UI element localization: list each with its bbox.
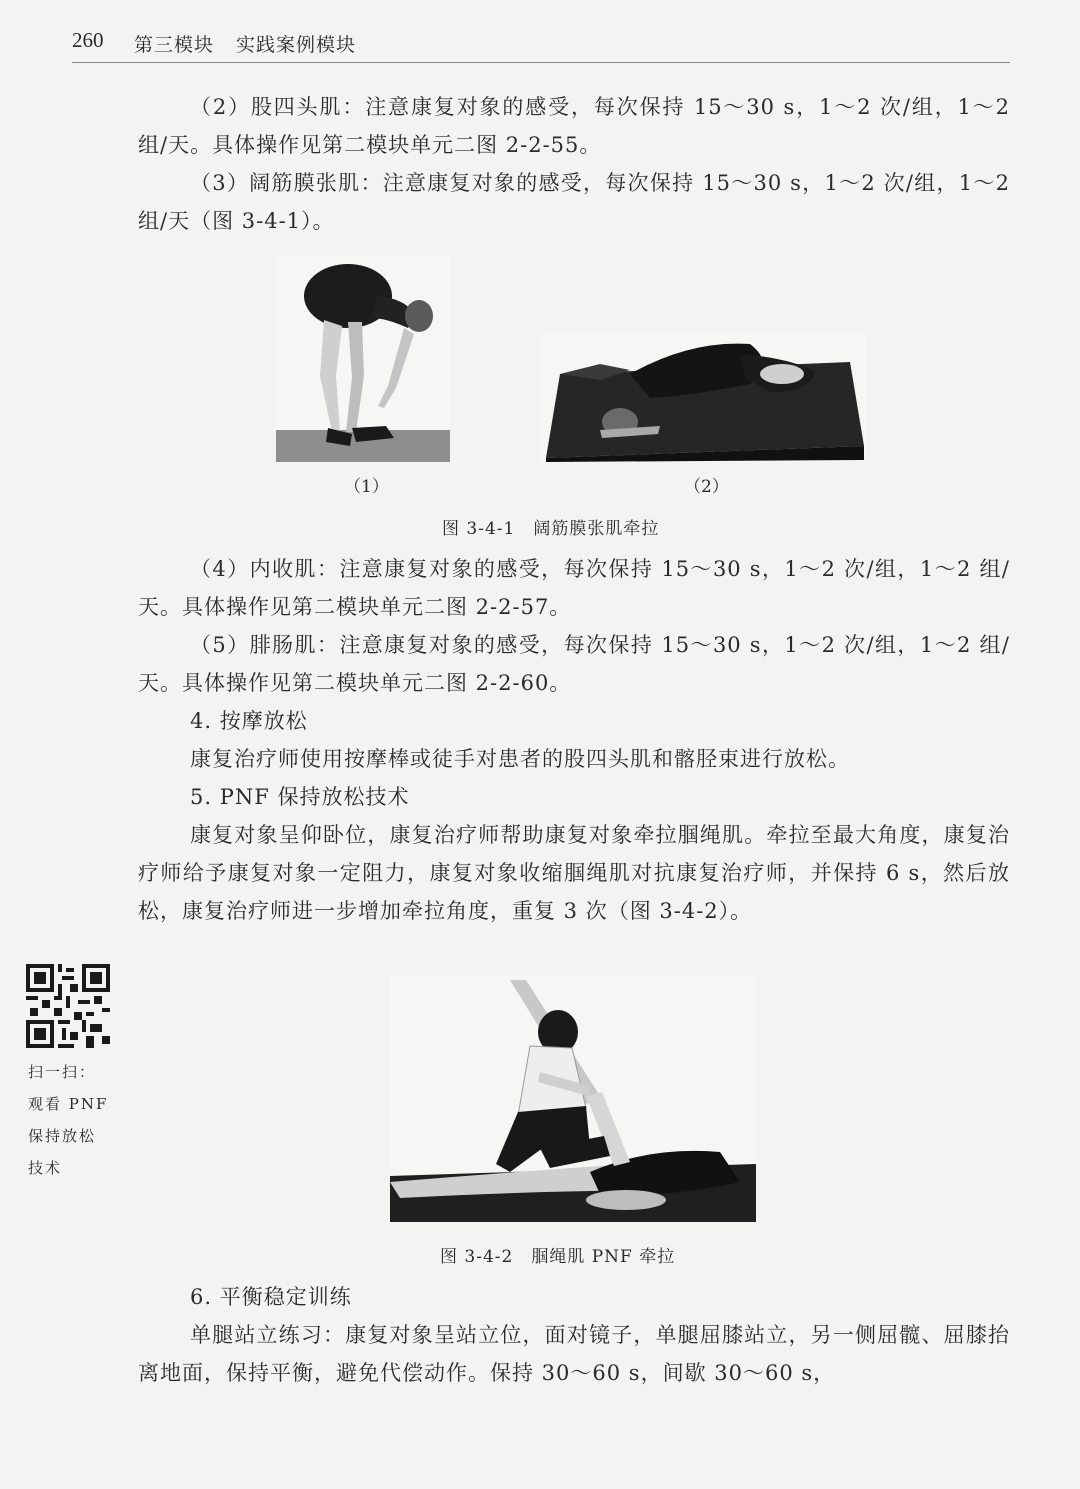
paragraph-adductor: （4）内收肌：注意康复对象的感受，每次保持 15～30 s，1～2 次/组，1～2 组/天。具体操作见第二模块单元二图 2-2-57。 [138,557,1010,619]
running-header [72,26,1010,63]
qr-caption-line: 观看 PNF [28,1095,109,1113]
header-title [134,30,356,57]
paragraph-pnf: 康复对象呈仰卧位，康复治疗师帮助康复对象牵拉腘绳肌。牵拉至最大角度，康复治疗师给予康复对象一定阻力，康复对象收缩腘绳肌对抗康复治疗师，并保持 6 s，然后放松，康复治疗师进一步增加牵拉角度，重复 3 次（图 3-4-2）。 [138,823,1010,923]
figure2-caption: 图 3-4-2 腘绳肌 PNF 牵拉 [440,1247,676,1267]
heading-pnf: 5. PNF 保持放松技术 [190,785,410,809]
qr-code[interactable] [26,964,110,1048]
module-label: 第三模块 [134,34,215,56]
figure1-sub-label-2: （2） [684,477,729,497]
qr-caption-line: 扫一扫： [28,1063,97,1081]
paragraph-gastrocnemius: （5）腓肠肌：注意康复对象的感受，每次保持 15～30 s，1～2 次/组，1～2 组/天。具体操作见第二模块单元二图 2-2-60。 [138,633,1010,695]
paragraph-quadriceps: （2）股四头肌：注意康复对象的感受，每次保持 15～30 s，1～2 次/组，1～2 组/天。具体操作见第二模块单元二图 2-2-55。 [138,95,1010,157]
photo-pnf-hamstring-stretch [390,976,756,1222]
qr-caption [28,1056,128,1184]
heading-massage: 4. 按摩放松 [190,709,308,733]
figure1-caption: 图 3-4-1 阔筋膜张肌牵拉 [442,519,660,539]
paragraph-massage: 康复治疗师使用按摩棒或徒手对患者的股四头肌和髂胫束进行放松。 [190,747,850,771]
paragraph-tfl: （3）阔筋膜张肌：注意康复对象的感受，每次保持 15～30 s，1～2 次/组，1～2 组/天（图 3-4-1）。 [138,171,1010,233]
qr-caption-line: 保持放松 [28,1127,97,1145]
section-label: 实践案例模块 [236,34,357,56]
figure1-sub-label-1: （1） [344,477,389,497]
qr-caption-line: 技术 [28,1159,63,1177]
page-number: 260 [72,28,104,52]
heading-balance: 6. 平衡稳定训练 [190,1285,352,1309]
photo-standing-stretch [276,256,450,462]
paragraph-balance: 单腿站立练习：康复对象呈站立位，面对镜子，单腿屈膝站立，另一侧屈髋、屈膝抬离地面，保持平衡，避免代偿动作。保持 30～60 s，间歇 30～60 s， [138,1323,1010,1385]
photo-side-lying-stretch [540,334,866,462]
